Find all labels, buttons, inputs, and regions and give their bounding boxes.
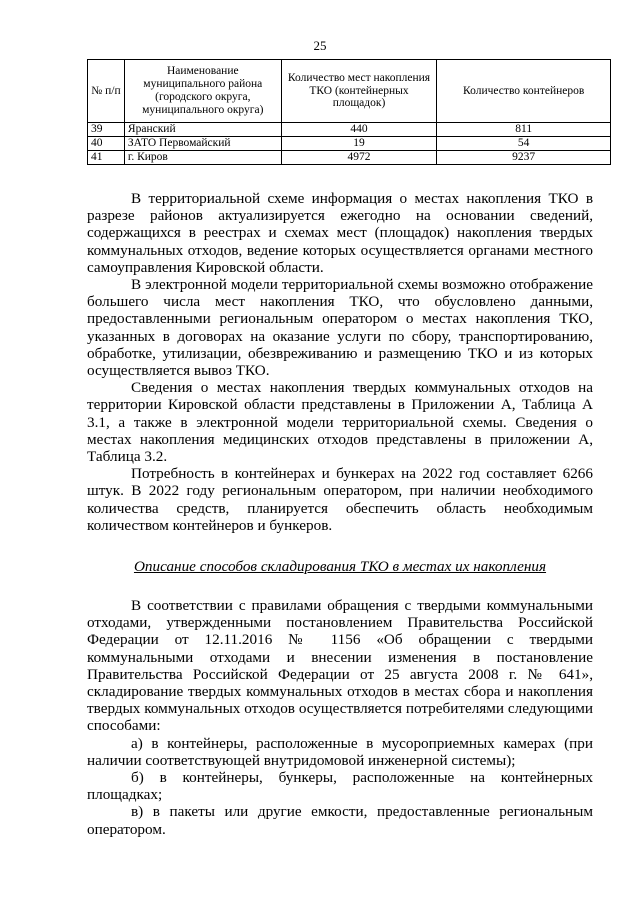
- paragraph-electronic-model: В электронной модели территориальной схемы возможно отображение большего числа мест накопления ТКО, что обусловлено данными, предоставленными региональным оператором о местах накопления ТКО, указанных в договорах на оказание услуги по сбору, транспортированию, обработке, утилизации, обезвреживанию и размещению ТКО и из которых осуществляется вывоз ТКО.: [87, 276, 593, 380]
- table-row: [88, 137, 611, 151]
- table-row: [88, 151, 611, 165]
- header-number: № п/п: [88, 60, 125, 123]
- row-number: 39: [88, 123, 125, 137]
- row-district: Яранский: [124, 123, 281, 137]
- section-heading: Описание способов складирования ТКО в местах их накопления: [133, 558, 547, 575]
- paragraph-appendix-reference: Сведения о местах накопления твердых коммунальных отходов на территории Кировской области представлены в Приложении А, Таблица А 3.1, а также в электронной модели территориальной схемы. Сведения о местах накопления медицинских отходов представлены в приложении А, Таблица 3.2.: [87, 379, 593, 466]
- row-containers: 54: [437, 137, 611, 151]
- row-containers: 9237: [437, 151, 611, 165]
- table-row: [88, 123, 611, 137]
- row-sites: 4972: [281, 151, 437, 165]
- body-text-block-1: [87, 190, 593, 534]
- table-header-row: [88, 60, 611, 123]
- row-containers: 811: [437, 123, 611, 137]
- header-containers: Количество контейнеров: [437, 60, 611, 123]
- row-district: г. Киров: [124, 151, 281, 165]
- paragraph-container-demand: Потребность в контейнерах и бункерах на 2022 год составляет 6266 штук. В 2022 году региональным оператором, при наличии необходимого количества средств, планируется обеспечить область необходимым количеством контейнеров и бункеров.: [87, 465, 593, 534]
- list-item: б) в контейнеры, бункеры, расположенные на контейнерных площадках;: [87, 769, 593, 804]
- header-sites: Количество мест накопления ТКО (контейнерных площадок): [281, 60, 437, 123]
- body-text-block-2: [87, 597, 593, 838]
- row-district: ЗАТО Первомайский: [124, 137, 281, 151]
- header-district: Наименование муниципального района (городского округа, муниципального округа): [124, 60, 281, 123]
- paragraph-regulations: В соответствии с правилами обращения с твердыми коммунальными отходами, утвержденными постановлением Правительства Российской Федерации от 12.11.2016 № 1156 «Об обращении с твердыми коммунальными отходами и внесении изменения в постановление Правительства Российской Федерации от 25 августа 2008 г. № 641», складирование твердых коммунальных отходов в местах сбора и накопления твердых коммунальных отходов осуществляется потребителями следующими способами:: [87, 597, 593, 735]
- paragraph-update-info: В территориальной схеме информация о местах накопления ТКО в разрезе районов актуализируется ежегодно на основании сведений, содержащихся в реестрах и схемах мест (площадок) накопления твердых коммунальных отходов, ведение которых осуществляется органами местного самоуправления Кировской области.: [87, 190, 593, 276]
- row-number: 40: [88, 137, 125, 151]
- list-item: в) в пакеты или другие емкости, предоставленные региональным оператором.: [87, 803, 593, 838]
- list-item: а) в контейнеры, расположенные в мусороприемных камерах (при наличии соответствующей внутридомовой инженерной системы);: [87, 734, 593, 769]
- municipal-waste-table: [87, 59, 611, 165]
- page-number: 25: [313, 38, 327, 53]
- row-sites: 19: [281, 137, 437, 151]
- row-number: 41: [88, 151, 125, 165]
- row-sites: 440: [281, 123, 437, 137]
